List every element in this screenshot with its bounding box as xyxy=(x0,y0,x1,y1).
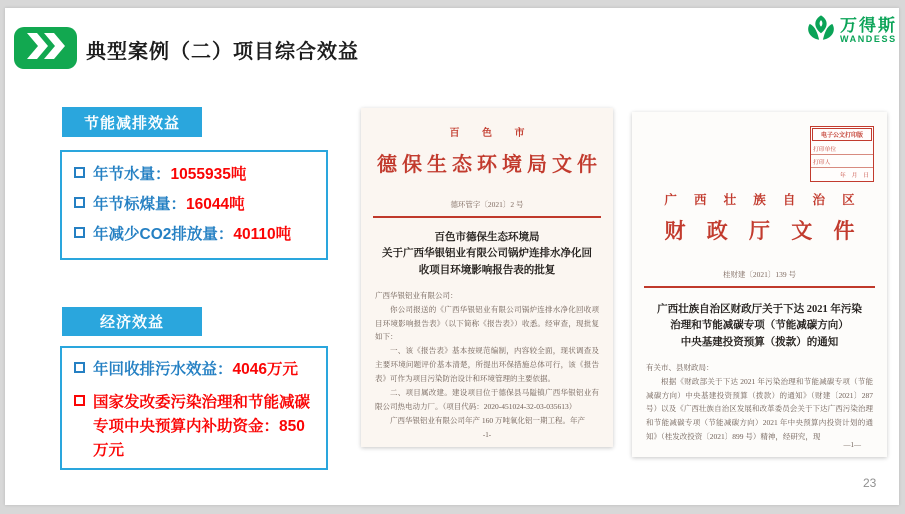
electronic-doc-stamp xyxy=(810,126,874,182)
item-label: 年节标煤量： xyxy=(93,195,187,213)
page-title: 典型案例（二）项目综合效益 xyxy=(86,41,359,63)
doc2-title xyxy=(632,302,887,351)
energy-saving-box xyxy=(60,150,328,260)
logo-name-cn: 万得斯 xyxy=(840,16,897,36)
document-debao-env-bureau xyxy=(361,108,613,447)
list-item xyxy=(72,163,316,187)
double-chevron-icon xyxy=(24,31,68,66)
logo-name-en: WANDESS xyxy=(840,34,897,45)
logo-text xyxy=(840,17,897,44)
item-value: 850万元 xyxy=(93,418,305,460)
square-bullet-icon xyxy=(74,167,85,178)
doc1-body xyxy=(375,289,599,428)
item-value: 40110吨 xyxy=(233,225,292,243)
section-header-economic: 经济效益 xyxy=(62,307,202,336)
doc2-paragraph: 根据《财政部关于下达 2021 年污染治理和节能减碳专项（节能减碳方向）中央基建投资预算（拨款）的通知》（财建〔2021〕287 号）以及《广西壮族自治区发展和改革委员会关于下达广西污染治理和节能减碳专项（节能减碳方向）2021 年中央预算内投资计划的通知》（桂发改投资〔2021〕899 号）精神，经研究，现 xyxy=(646,376,873,442)
item-value: 1055935吨 xyxy=(170,165,247,183)
doc2-body xyxy=(646,361,873,444)
doc2-region: 广 西 壮 族 自 治 区 xyxy=(664,193,862,207)
square-bullet-icon xyxy=(74,197,85,208)
title-chevron-badge xyxy=(14,27,77,69)
doc2-salutation: 有关市、县财政局： xyxy=(646,362,714,372)
doc1-paragraph: 二、项目属改建。建设项目位于德保县马隘镇广西华银铝业有限公司热电动力厂。（项目代码：2020-451024-32-03-035613） xyxy=(375,387,599,411)
doc1-title-line: 百色市德保生态环境局 xyxy=(434,232,540,243)
item-label: 国家发改委污染治理和节能减碳专项中央预算内补助资金： xyxy=(93,394,311,436)
economic-box xyxy=(60,346,328,470)
doc1-title xyxy=(361,230,613,279)
item-value: 4046万元 xyxy=(232,361,298,378)
doc2-title-line: 治理和节能减碳专项（节能减碳方向） xyxy=(670,320,849,332)
doc1-title-line: 关于广西华银铝业有限公司锅炉连排水净化回 xyxy=(382,248,592,260)
item-label: 年减少CO2排放量： xyxy=(93,225,234,243)
doc2-title-line: 中央基建投资预算（拨款）的通知 xyxy=(680,336,839,348)
list-item xyxy=(72,391,316,463)
item-value: 16044吨 xyxy=(186,195,245,213)
list-item xyxy=(72,358,316,382)
doc2-title-line: 广西壮族自治区财政厅关于下达 2021 年污染 xyxy=(657,304,862,315)
stamp-row: 打印单位 xyxy=(811,142,873,155)
doc1-paragraph: 你公司报送的《广西华银铝业有限公司锅炉连排水净化回收项目环境影响报告表》（以下简称《报告表》）收悉。经审查，现批复如下： xyxy=(375,304,599,342)
stamp-row: 打印人 xyxy=(811,155,873,168)
list-item xyxy=(72,193,316,217)
item-label: 年回收排污水效益： xyxy=(93,361,233,378)
doc1-number: 德环管字〔2021〕2 号 xyxy=(450,200,524,209)
doc2-number: 桂财建〔2021〕139 号 xyxy=(722,270,797,279)
square-bullet-icon xyxy=(74,362,85,373)
company-logo xyxy=(806,14,897,48)
doc1-title-line: 收项目环境影响报告表的批复 xyxy=(418,264,556,276)
doc1-divider xyxy=(373,216,601,218)
doc2-divider xyxy=(644,286,875,288)
doc1-agency: 德保生态环境局文件 xyxy=(377,154,602,176)
wandess-leaf-icon xyxy=(806,14,836,48)
item-label: 年节水量： xyxy=(93,165,171,183)
document-finance-dept xyxy=(632,112,887,457)
stamp-date: 年 月 日 xyxy=(840,173,869,179)
slide-page-number: 23 xyxy=(863,476,877,490)
doc2-agency: 财 政 厅 文 件 xyxy=(664,219,863,243)
square-bullet-icon xyxy=(74,227,85,238)
section-header-energy-saving: 节能减排效益 xyxy=(62,107,202,137)
doc2-page-marker: —1— xyxy=(843,441,861,449)
doc1-salutation: 广西华银铝业有限公司： xyxy=(375,290,458,300)
slide-canvas xyxy=(5,8,899,505)
doc1-paragraph: 一、该《报告表》基本按规范编制，内容较全面，现状调查及主要环境问题评价基本清楚，所提出环保措施总体可行，该《报告表》可作为项目污染防治设计和环境管理的主要依据。 xyxy=(375,346,599,384)
square-bullet-icon xyxy=(74,395,85,406)
doc1-paragraph: 广西华银铝业有限公司年产 160 万吨氧化铝一期工程。年产 xyxy=(390,415,585,425)
list-item xyxy=(72,223,316,247)
doc1-page-marker: -1- xyxy=(482,431,492,439)
stamp-title: 电子公文打印版 xyxy=(812,128,872,141)
doc1-city: 百 色 市 xyxy=(449,128,535,139)
